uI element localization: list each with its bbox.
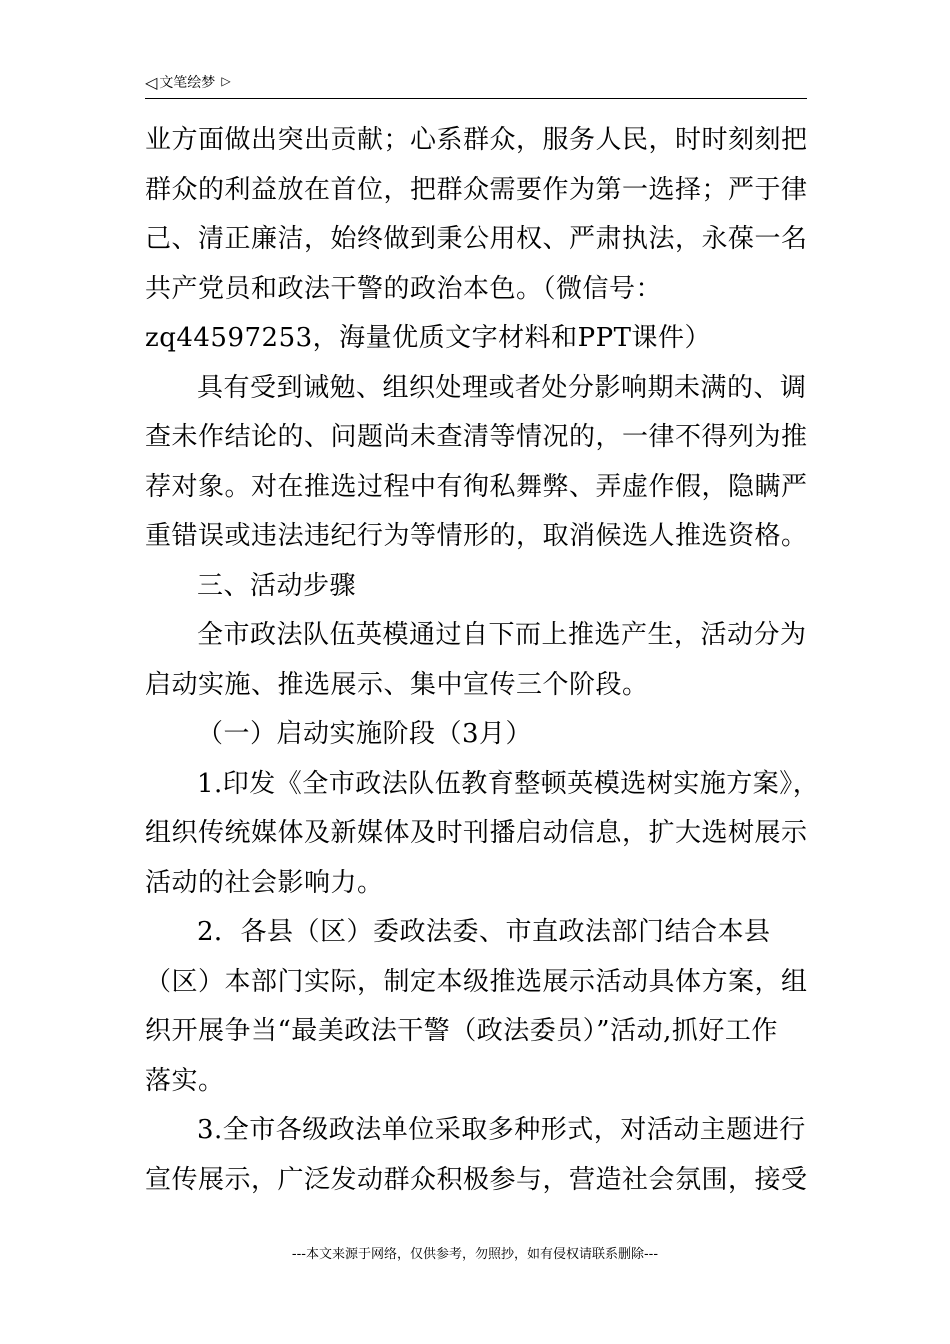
text-line: （区）本部门实际，制定本级推选展示活动具体方案，组 [145,966,808,997]
document-body [145,116,820,1205]
text-line: 共产党员和政法干警的政治本色。（微信号： [145,273,663,304]
text-line: 宣传展示，广泛发动群众积极参与，营造社会氛围，接受 [145,1164,808,1195]
text-line: 织开展争当“最美政法干警（政法委员）”活动,抓好工作 [145,1016,778,1046]
paragraph-start: 全市政法队伍英模通过自下而上推选产生，活动分为 [197,620,807,650]
header-brand [145,74,231,92]
text-line: 业方面做出突出贡献；心系群众，服务人民，时时刻刻把 [145,125,808,155]
text-line: 己、清正廉洁，始终做到秉公用权、严肃执法，永葆一名 [145,224,808,254]
subsection-heading: （一）启动实施阶段（3月） [197,719,533,749]
text-line: 重错误或违法违纪行为等情形的，取消候选人推选资格。 [145,521,808,551]
paragraph-start: 2．各县（区）委政法委、市直政法部门结合本县 [197,917,771,947]
text-line: 荐对象。对在推选过程中有徇私舞弊、弄虚作假，隐瞒严 [145,471,808,502]
text-line: 组织传统媒体及新媒体及时刊播启动信息，扩大选树展示 [145,818,808,848]
triangle-right-icon: ▷ [221,74,231,88]
text-line: zq44597253，海量优质文字材料和PPT课件） [145,323,712,353]
paragraph-start: 1.印发《全市政法队伍教育整顿英模选树实施方案》， [197,768,820,799]
text-line: 查未作结论的、问题尚未查清等情况的，一律不得列为推 [145,422,808,452]
header-title: 文笔绘梦 [159,75,216,91]
text-line: 活动的社会影响力。 [145,867,384,898]
paragraph-start: 3.全市各级政法单位采取多种形式，对活动主题进行 [197,1115,806,1145]
paragraph-start: 具有受到诫勉、组织处理或者处分影响期未满的、调 [197,372,807,403]
text-line: 启动实施、推选展示、集中宣传三个阶段。 [145,669,649,700]
text-line: 群众的利益放在首位，把群众需要作为第一选择；严于律 [145,174,808,205]
section-heading: 三、活动步骤 [197,570,357,601]
text-line: 落实。 [145,1065,225,1096]
page-header [145,72,807,99]
page-footer: ---本文来源于网络，仅供参考，勿照抄，如有侵权请联系删除--- [291,1247,659,1262]
triangle-left-icon: ◁ [145,73,158,92]
